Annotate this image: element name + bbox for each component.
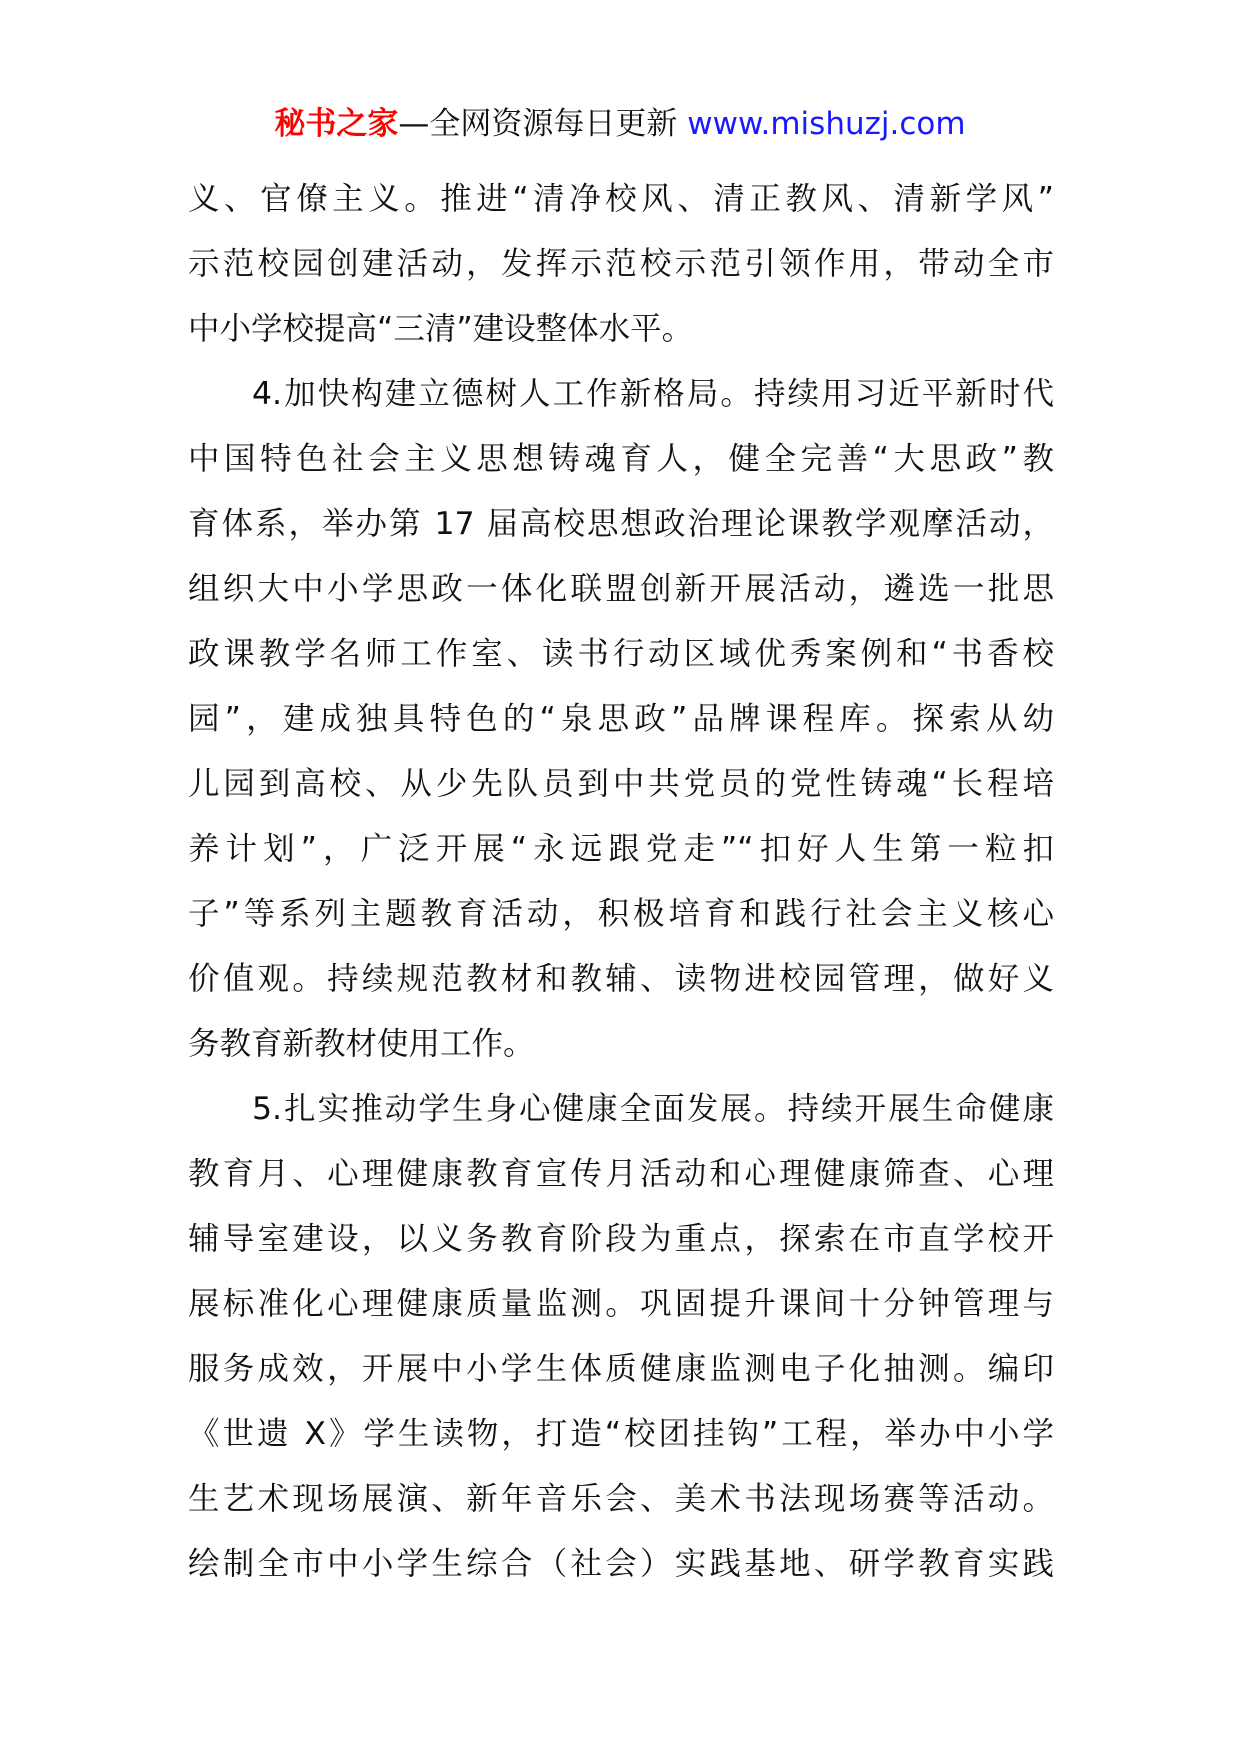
body-text-line: 绘制全市中小学生综合（社会）实践基地、研学教育实践	[188, 1546, 1054, 1582]
header-url-link[interactable]: www.mishuzj.com	[687, 106, 966, 142]
document-body	[188, 167, 1054, 1597]
body-text-line: 育体系，举办第 17 届高校思想政治理论课教学观摩活动，	[188, 506, 1054, 542]
body-text-line: 5.扎实推动学生身心健康全面发展。持续开展生命健康	[252, 1091, 1054, 1127]
body-text-line: 中国特色社会主义思想铸魂育人，健全完善“大思政”教	[188, 441, 1054, 477]
header-tagline: —全网资源每日更新	[398, 106, 678, 142]
body-text-line: 务教育新教材使用工作。	[188, 1026, 535, 1062]
body-text-line: 园”，建成独具特色的“泉思政”品牌课程库。探索从幼	[188, 701, 1054, 737]
body-text-line: 价值观。持续规范教材和教辅、读物进校园管理，做好义	[188, 961, 1054, 997]
body-text-line: 中小学校提高“三清”建设整体水平。	[188, 311, 694, 347]
header-brand: 秘书之家	[274, 106, 399, 142]
body-text-line: 政课教学名师工作室、读书行动区域优秀案例和“书香校	[188, 636, 1054, 672]
body-text-line: 义、官僚主义。推进“清净校风、清正教风、清新学风”	[188, 181, 1054, 217]
body-text-line: 展标准化心理健康质量监测。巩固提升课间十分钟管理与	[188, 1286, 1054, 1322]
body-text-line: 教育月、心理健康教育宣传月活动和心理健康筛查、心理	[188, 1156, 1054, 1192]
body-text-line: 养计划”，广泛开展“永远跟党走”“扣好人生第一粒扣	[188, 831, 1054, 867]
page-header	[0, 100, 1240, 148]
body-text-line: 服务成效，开展中小学生体质健康监测电子化抽测。编印	[188, 1351, 1054, 1387]
body-text-line: 《世遗 X》学生读物，打造“校团挂钩”工程，举办中小学	[188, 1416, 1054, 1452]
body-text-line: 子”等系列主题教育活动，积极培育和践行社会主义核心	[188, 896, 1054, 932]
body-text-line: 生艺术现场展演、新年音乐会、美术书法现场赛等活动。	[188, 1481, 1054, 1517]
body-text-line: 示范校园创建活动，发挥示范校示范引领作用，带动全市	[188, 246, 1054, 282]
body-text-line: 儿园到高校、从少先队员到中共党员的党性铸魂“长程培	[188, 766, 1054, 802]
body-text-line: 组织大中小学思政一体化联盟创新开展活动，遴选一批思	[188, 571, 1054, 607]
body-text-line: 4.加快构建立德树人工作新格局。持续用习近平新时代	[252, 376, 1054, 412]
body-text-line: 辅导室建设，以义务教育阶段为重点，探索在市直学校开	[188, 1221, 1054, 1257]
